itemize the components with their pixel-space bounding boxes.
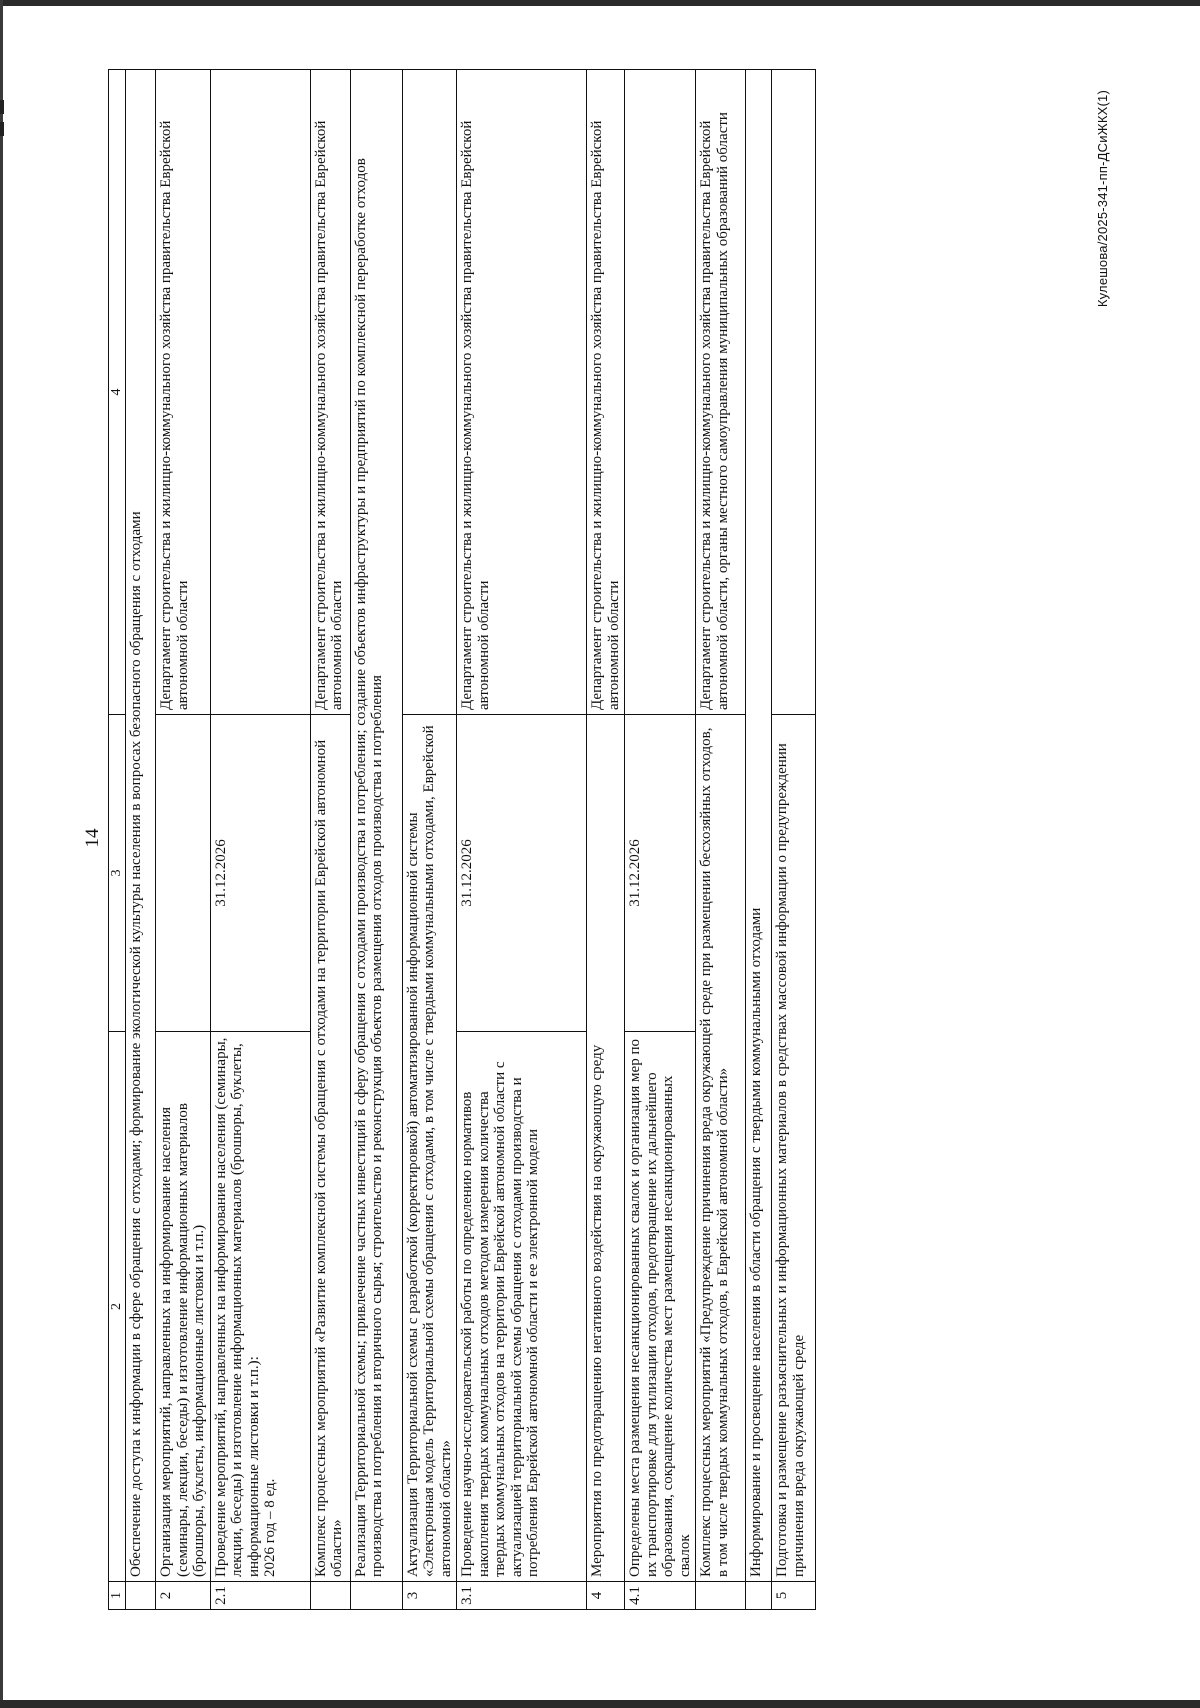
measure-description	[210, 1032, 310, 1582]
table-row	[156, 70, 211, 1610]
table-row	[310, 70, 350, 1610]
page-number: 14	[82, 828, 103, 848]
responsible-executor	[772, 70, 816, 715]
deadline: 31.12.2026	[210, 715, 310, 1032]
measure-description: Подготовка и размещение разъяснительных и информационных материалов в средствах массовой информации о предупреждении причинения вреда окружающей среде	[772, 715, 816, 1582]
table-row	[625, 70, 696, 1610]
row-number: 3	[402, 1582, 457, 1610]
measure-text: Определены места размещения несанкционированных свалок и организация мер по их транспортировке для утилизации отходов, предотвращение их дальнейшего образования, сокращение количества мест размещения несанкционированных свалок	[627, 1039, 693, 1577]
table-row	[350, 70, 402, 1610]
measure-description: Комплекс процессных мероприятий «Предупреждение причинения вреда окружающей среде при размещении бесхозяйных отходов, в том числе твердых коммунальных отходов, в Еврейской автономной области»	[696, 715, 746, 1582]
header-cell-3: 3	[109, 715, 126, 1032]
header-cell-4: 4	[109, 70, 126, 715]
measure-description: Мероприятия по предотвращению негативного воздействия на окружающую среду	[587, 715, 625, 1582]
measure-description	[156, 1032, 211, 1582]
table-row	[210, 70, 310, 1610]
table-body	[109, 70, 816, 1610]
table-row	[402, 70, 457, 1610]
responsible-executor	[402, 70, 457, 715]
measures-table	[108, 69, 816, 1610]
section-heading: Информирование и просвещение населения в области обращения с твердыми коммунальными отходами	[746, 70, 772, 1582]
document-code: Кулешова/2025-341-пп-ДСиЖКХ(1)	[1095, 90, 1110, 308]
row-number	[310, 1582, 350, 1610]
section-heading: Реализация Территориальной схемы; привлечение частных инвестиций в сферу обращения с отходами производства и потребления; создание объектов инфраструктуры и предприятий по комплексной переработке отходов производства и потребления и вторичного сырья; строительство и реконструкция объектов размещения отходов производства и потребления	[350, 70, 402, 1582]
table-row	[126, 70, 156, 1610]
responsible-executor: Департамент строительства и жилищно-коммунального хозяйства правительства Еврейской автономной области	[457, 70, 587, 715]
measure-description	[625, 1032, 696, 1582]
row-number	[126, 1582, 156, 1610]
table-row	[457, 70, 587, 1610]
deadline	[156, 715, 211, 1032]
responsible-executor: Департамент строительства и жилищно-коммунального хозяйства правительства Еврейской автономной области	[587, 70, 625, 715]
table-row	[587, 70, 625, 1610]
row-number: 4.1	[625, 1582, 696, 1610]
header-cell-1: 1	[109, 1582, 126, 1610]
row-number: 4	[587, 1582, 625, 1610]
table-row	[746, 70, 772, 1610]
responsible-executor: Департамент строительства и жилищно-коммунального хозяйства правительства Еврейской автономной области	[310, 70, 350, 715]
header-cell-2: 2	[109, 1032, 126, 1582]
row-number: 3.1	[457, 1582, 587, 1610]
table-row	[696, 70, 746, 1610]
responsible-executor: Департамент строительства и жилищно-коммунального хозяйства правительства Еврейской автономной области, органы местного самоуправления муниципальных образований области	[696, 70, 746, 715]
measure-description: Комплекс процессных мероприятий «Развитие комплексной системы обращения с отходами на территории Еврейской автономной области»	[310, 715, 350, 1582]
measure-text: Организация мероприятий, направленных на информирование населения (семинары, лекции, беседы) и изготовление информационных материалов (брошюры, буклеты, информационные листовки и т.п.)	[158, 1103, 207, 1577]
row-number	[350, 1582, 402, 1610]
responsible-executor	[625, 70, 696, 715]
responsible-executor: Департамент строительства и жилищно-коммунального хозяйства правительства Еврейской автономной области	[156, 70, 211, 715]
table-row	[772, 70, 816, 1610]
measure-description: Актуализация Территориальной схемы с разработкой (корректировкой) автоматизированной информационной системы «Электронная модель Территориальной схемы обращения с отходами, в том числе с твердыми коммунальными отходами, Еврейской автономной области»	[402, 715, 457, 1582]
row-number	[746, 1582, 772, 1610]
header-row	[109, 70, 126, 1610]
responsible-executor	[210, 70, 310, 715]
row-number: 2.1	[210, 1582, 310, 1610]
deadline: 31.12.2026	[457, 715, 587, 1032]
section-heading: Обеспечение доступа к информации в сфере обращения с отходами; формирование экологической культуры населения в вопросах безопасного обращения с отходами	[126, 70, 156, 1582]
measure-text: Проведение научно-исследовательской работы по определению нормативов накопления твердых коммунальных отходов методом измерения количества твердых коммунальных отходов на территории Еврейской автономной области с актуализацией территориальной схемы обращения с отходами производства и потребления Еврейской автономной области и ее электронной модели	[459, 1061, 541, 1577]
deadline: 31.12.2026	[625, 715, 696, 1032]
measure-description	[457, 1032, 587, 1582]
row-number	[696, 1582, 746, 1610]
row-number: 5	[772, 1582, 816, 1610]
row-number: 2	[156, 1582, 211, 1610]
measure-target-value: 2026 год – 8 ед.	[262, 1478, 278, 1577]
measure-text: Проведение мероприятий, направленных на информирование населения (семинары, лекции, беседы) и изготовление информационных материалов (брошюры, буклеты, информационные листовки и т.п.):	[212, 1037, 262, 1577]
